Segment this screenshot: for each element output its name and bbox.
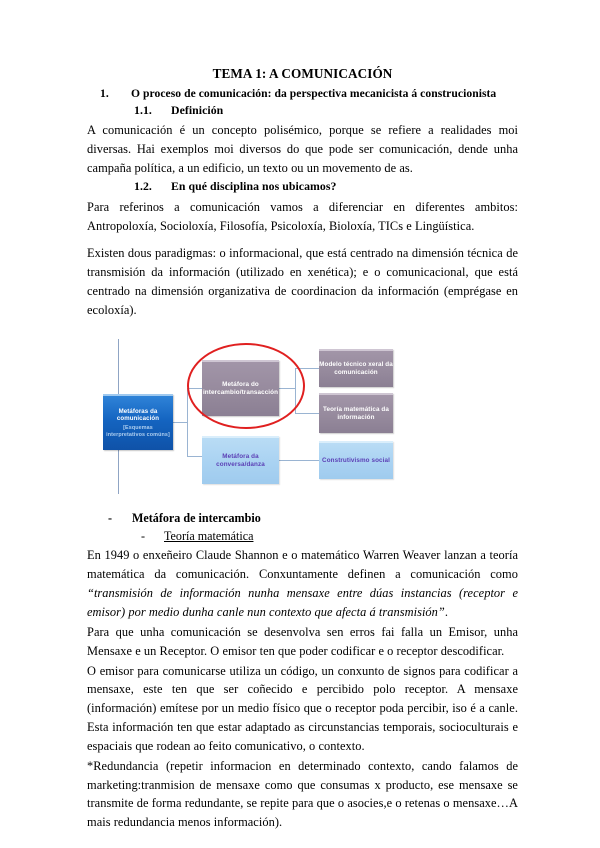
bullet-metafora-de-intercambio-label: Metáfora de intercambio [132,510,261,525]
paragraph-redundancia: *Redundancia (repetir informacion en determinado contexto, cando falamos de marketing:tranmision de mensaxe como que consumas x producto, ese mensaxe se transmite de forma redundante, se repite para que o asocies,e o retenas o mensaxe…A mais redundancia menos información). [87,758,518,830]
connector-to-teoria [295,413,319,414]
paragraph-definicion: A comunicación é un concepto polisémico, porque se refiere a realidades moi diversas. Hai exemplos moi diversos do que pode ser comunicación, dende unha campaña política, a un edificio, un texto ou un movemento de as. [87,122,518,175]
heading-1-1-number: 1.1. [134,102,152,117]
paragraph-emisor-mensaxe-receptor: Para que unha comunicación se desenvolva sen erros fai falla un Emisor, unha Mensaxe e un Receptor. O emisor ten que poder codificar e o receptor descodificar. [87,624,518,658]
heading-1-2 [87,179,518,194]
heading-1-1 [87,103,518,118]
heading-1-text: O proceso de comunicación: da perspectiva mecanicista á construcionista [131,86,497,100]
diagram-canvas [87,331,518,501]
node-teoria-matematica-label: Teoría matemática da información [323,406,389,421]
node-modelo-tecnico [319,349,393,387]
shannon-text-before: En 1949 o enxeñeiro Claude Shannon e o matemático Warren Weaver lanzan a teoría matemática da comunicación. Conxuntamente definen a comunicación como [87,548,518,582]
shannon-quote: “transmisión de información nunha mensaxe entre dúas instancias (receptor e emisor) por medio dunha canle nun contexto que afecta á transmisión” [87,586,518,619]
node-metaforas-da-comunicacion [103,394,173,450]
node-metaforas-label: Metáforas da comunicación [116,407,160,422]
node-construtivismo-social-label: Construtivismo social [322,457,390,465]
heading-1-number: 1. [100,86,109,100]
heading-1-1-text: Definición [171,102,224,117]
heading-1 [87,86,518,101]
bullet-marker: - [108,510,113,525]
paragraph-codigo-canle-contexto: O emisor para comunicarse utiliza un código, un conxunto de signos para codificar a mensaxe, este ten que ser coñecido e percibido polo receptor. A mensaxe (información) emítese por un medio físico que o receptor poda percibir, iso é a canle. Esta información ten que estar adaptado as circunstancias temporais, socioculturais e espaciais que rodean ao feito comunicativo, o contexto. [87,663,518,753]
connector-to-construtivismo [279,460,319,461]
page-title: TEMA 1: A COMUNICACIÓN [212,66,393,81]
paragraph-paradigmas: Existen dous paradigmas: o informacional, que está centrado na dimensión técnica de transmisión da información (utilizado en xenética); e o comunicacional, que está centrado na dimensión organizativa de coordinacion da información (emprégase en ecoloxía). [87,246,518,317]
red-ellipse-highlight [187,343,305,429]
bullet-metafora-de-intercambio [87,510,518,526]
bullet-teoria-matematica [87,528,518,544]
heading-1-2-number: 1.2. [134,179,152,194]
node-modelo-tecnico-label: Modelo técnico xeral da comunicación [319,361,393,376]
bullet-marker-sub: - [141,529,146,544]
bullet-teoria-matematica-label: Teoría matemática [164,529,254,544]
connector-root-vertical [187,388,188,456]
connector-to-conversa [187,456,202,457]
document-content [87,66,518,833]
heading-1-2-text: En qué disciplina nos ubicamos? [171,179,337,194]
paragraph-shannon-weaver [87,546,518,621]
connector-root-stem [173,422,187,423]
node-metafora-conversa [202,436,279,484]
node-metaforas-sublabel: [Esquemas interpretativos comúns] [106,425,170,438]
node-teoria-matematica [319,393,393,433]
node-construtivismo-social [319,441,393,479]
node-metafora-intercambio-label: Metáfora do intercambio/transacción [202,381,279,396]
node-metafora-conversa-label: Metáfora da conversa/danza [216,453,265,468]
paragraph-disciplinas: Para referinos a comunicación vamos a diferenciar en diferentes ambitos: Antropoloxía, Socioloxía, Filosofía, Psicoloxía, Bioloxía, TICs e Lingüística. [87,199,518,233]
shannon-text-after: . [444,604,449,619]
metaforas-diagram [87,331,518,501]
